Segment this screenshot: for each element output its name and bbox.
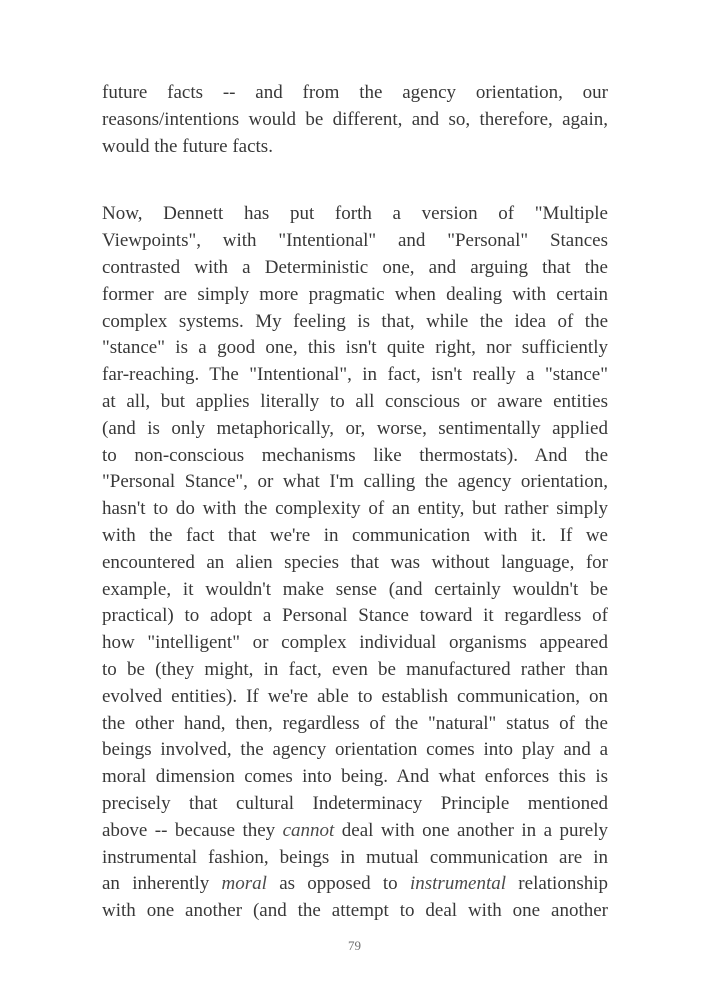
text-segment: an inherently bbox=[102, 873, 222, 895]
text-segment: Now, Dennett has put forth a version of "Multiple bbox=[102, 203, 608, 225]
italic-text-segment: cannot bbox=[282, 819, 335, 841]
text-segment: with one another (and the attempt to deal with one another bbox=[102, 900, 608, 922]
text-line bbox=[102, 845, 608, 872]
text-line bbox=[102, 80, 608, 107]
text-line bbox=[102, 657, 608, 684]
text-segment: evolved entities). If we're able to establish communication, on bbox=[102, 685, 608, 707]
paragraph bbox=[102, 80, 608, 160]
text-line bbox=[102, 711, 608, 738]
text-segment: at all, but applies literally to all conscious or aware entities bbox=[102, 390, 608, 412]
text-segment: the other hand, then, regardless of the "natural" status of the bbox=[102, 712, 608, 734]
text-segment: moral dimension comes into being. And what enforces this is bbox=[102, 766, 608, 788]
text-segment: how "intelligent" or complex individual organisms appeared bbox=[102, 632, 608, 654]
text-line bbox=[102, 228, 608, 255]
text-line bbox=[102, 201, 608, 228]
text-segment: former are simply more pragmatic when dealing with certain bbox=[102, 283, 608, 305]
text-segment: beings involved, the agency orientation comes into play and a bbox=[102, 739, 608, 761]
text-segment: "Personal Stance", or what I'm calling the agency orientation, bbox=[102, 471, 608, 493]
text-line bbox=[102, 764, 608, 791]
text-segment: to be (they might, in fact, even be manufactured rather than bbox=[102, 658, 608, 680]
text-line bbox=[102, 818, 608, 845]
text-segment: reasons/intentions would be different, and so, therefore, again, bbox=[102, 108, 608, 130]
text-line bbox=[102, 134, 608, 161]
text-segment: (and is only metaphorically, or, worse, sentimentally applied bbox=[102, 417, 608, 439]
text-line bbox=[102, 898, 608, 925]
text-line bbox=[102, 107, 608, 134]
text-line bbox=[102, 443, 608, 470]
text-segment: with the fact that we're in communication with it. If we bbox=[102, 524, 608, 546]
text-line bbox=[102, 577, 608, 604]
text-segment: as opposed to bbox=[266, 873, 410, 895]
text-line bbox=[102, 550, 608, 577]
text-segment: far-reaching. The "Intentional", in fact, isn't really a "stance" bbox=[102, 364, 608, 386]
page-number: 79 bbox=[348, 938, 361, 953]
text-segment: above -- because they bbox=[102, 819, 283, 841]
text-segment: Viewpoints", with "Intentional" and "Personal" Stances bbox=[102, 230, 608, 252]
text-segment: hasn't to do with the complexity of an entity, but rather simply bbox=[102, 498, 608, 520]
text-segment: future facts -- and from the agency orientation, our bbox=[102, 82, 608, 103]
text-line bbox=[102, 791, 608, 818]
text-segment: to non-conscious mechanisms like thermostats). And the bbox=[102, 444, 608, 466]
text-segment: "stance" is a good one, this isn't quite right, nor sufficiently bbox=[102, 337, 608, 359]
page-body bbox=[102, 80, 608, 925]
text-line bbox=[102, 630, 608, 657]
text-segment: complex systems. My feeling is that, while the idea of the bbox=[102, 310, 608, 332]
text-line bbox=[102, 309, 608, 336]
text-line bbox=[102, 335, 608, 362]
text-line bbox=[102, 871, 608, 898]
italic-text-segment: instrumental bbox=[409, 873, 507, 895]
text-segment: relationship bbox=[506, 873, 609, 895]
text-line bbox=[102, 603, 608, 630]
text-segment: would the future facts. bbox=[102, 135, 273, 157]
text-line bbox=[102, 684, 608, 711]
text-segment: instrumental fashion, beings in mutual communication are in bbox=[102, 846, 608, 868]
text-line bbox=[102, 737, 608, 764]
text-segment: example, it wouldn't make sense (and certainly wouldn't be bbox=[102, 578, 608, 600]
text-line bbox=[102, 496, 608, 523]
text-line bbox=[102, 416, 608, 443]
text-segment: contrasted with a Deterministic one, and arguing that the bbox=[102, 256, 608, 278]
text-line bbox=[102, 282, 608, 309]
paragraph bbox=[102, 201, 608, 925]
italic-text-segment: moral bbox=[221, 873, 267, 895]
text-segment: precisely that cultural Indeterminacy Principle mentioned bbox=[102, 792, 608, 814]
text-segment: deal with one another in a purely bbox=[334, 819, 608, 841]
text-segment: encountered an alien species that was without language, for bbox=[102, 551, 608, 573]
text-segment: practical) to adopt a Personal Stance toward it regardless of bbox=[102, 605, 608, 627]
text-line bbox=[102, 523, 608, 550]
text-line bbox=[102, 469, 608, 496]
text-line bbox=[102, 389, 608, 416]
text-line bbox=[102, 255, 608, 282]
text-line bbox=[102, 362, 608, 389]
